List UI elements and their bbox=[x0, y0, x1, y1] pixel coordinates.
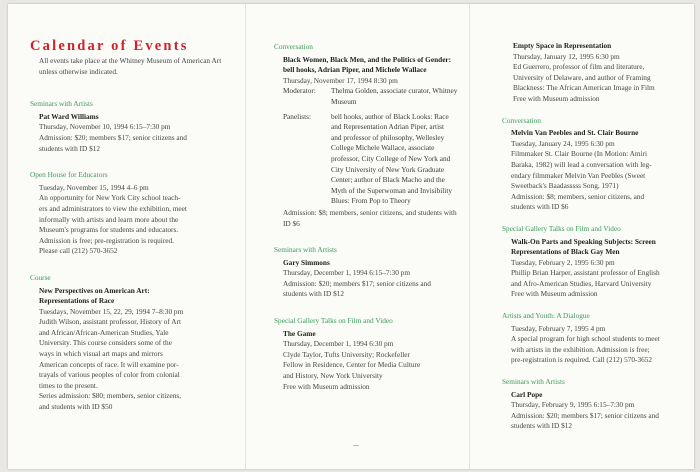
event-title: Walk-On Parts and Speaking Subjects: Screen Representations of Black Gay Men bbox=[511, 236, 656, 257]
column-2 bbox=[274, 42, 464, 392]
event-line: Admission: $8; members, senior citizens, and students with ID $6 bbox=[283, 207, 457, 228]
event-line: pre-registration is required. Call (212) 570-3652 bbox=[511, 355, 653, 365]
event-title: Carl Pope bbox=[511, 389, 543, 399]
event-line: Thursday, December 1, 1994 6:15–7:30 pm bbox=[283, 268, 410, 278]
panelists-row bbox=[283, 112, 464, 207]
section-heading: Special Gallery Talks on Film and Video bbox=[502, 223, 621, 233]
event-line: Blackness: The African American Image in Film bbox=[513, 83, 655, 93]
event-line: trayals of various peoples of color from colonial bbox=[39, 370, 180, 380]
event-line: and students with ID $50 bbox=[39, 402, 113, 412]
event-line: Clyde Taylor, Tufts University; Rockefeller bbox=[283, 349, 410, 359]
event-line: Thursday, February 9, 1995 6:15–7:30 pm bbox=[511, 400, 635, 410]
event-line: Thursday, January 12, 1995 6:30 pm bbox=[513, 51, 620, 61]
event-line: Admission: $8; members, senior citizens, and bbox=[511, 191, 645, 201]
event-line: and African/African-American Studies, Yale bbox=[39, 327, 169, 337]
section-heading: Course bbox=[30, 272, 51, 282]
event bbox=[502, 128, 682, 213]
event-line: Free with Museum admission bbox=[513, 93, 600, 103]
event-line: students with ID $12 bbox=[511, 421, 573, 431]
moderator-row bbox=[283, 86, 464, 107]
event bbox=[30, 183, 230, 257]
event-title: Gary Simmons bbox=[283, 257, 330, 267]
event-line: Free with Museum admission bbox=[511, 289, 598, 299]
event-line: Ed Guerrero, professor of film and literature, bbox=[513, 62, 645, 72]
event-line: Baraka, 1982) will lead a conversation with leg- bbox=[511, 159, 652, 169]
event-line: Fellow in Residence, Center for Media Culture bbox=[283, 360, 421, 370]
event-line: students with ID $6 bbox=[511, 202, 569, 212]
moderator-value: Thelma Golden, associate curator, Whitney Museum bbox=[331, 86, 458, 106]
event-line: University of Delaware, and author of Framing bbox=[513, 72, 651, 82]
event-line: times to the present. bbox=[39, 380, 98, 390]
event bbox=[274, 55, 464, 230]
section-heading: Artists and Youth: A Dialogue bbox=[502, 311, 590, 321]
section-heading: Open House for Educators bbox=[30, 170, 108, 180]
event bbox=[502, 237, 682, 301]
intro-text: All events take place at the Whitney Museum of American Art unless otherwise indicated. bbox=[39, 56, 222, 76]
section-heading: Conversation bbox=[274, 42, 313, 51]
event-title: Pat Ward Williams bbox=[39, 111, 99, 121]
event-line: ways in which visual art maps and mirrors bbox=[39, 349, 163, 359]
column-1 bbox=[30, 38, 230, 413]
event-line: Admission: $20; members $17; senior citizens and bbox=[283, 278, 431, 288]
event bbox=[274, 329, 464, 393]
event-line: endary filmmaker Melvin Van Peebles (Sweet bbox=[511, 170, 646, 180]
page-title: Calendar of Events bbox=[30, 38, 189, 54]
event bbox=[502, 324, 682, 366]
brochure-sheet bbox=[8, 4, 694, 469]
event-title: Empty Space in Representation bbox=[513, 41, 612, 50]
event-line: Series admission: $80; members, senior citizens, bbox=[39, 391, 182, 401]
moderator-label: Moderator: bbox=[283, 86, 316, 96]
event-line: Thursday, November 10, 1994 6:15–7:30 pm bbox=[39, 122, 171, 132]
event-title: Black Women, Black Men, and the Politics of Gender: bell hooks, Adrian Piper, and Michele Wallace bbox=[283, 54, 452, 75]
event bbox=[502, 41, 682, 105]
event-line: Tuesdays, November 15, 22, 29, 1994 7–8:30 pm bbox=[39, 306, 184, 316]
event-line: Admission: $20; members $17; senior citizens and bbox=[39, 132, 187, 142]
event-line: Filmmaker St. Clair Bourne (In Motion: Amiri bbox=[511, 149, 647, 159]
event-line: students with ID $12 bbox=[39, 143, 101, 153]
event bbox=[274, 258, 464, 300]
event-line: Phillip Brian Harper, assistant professor of English bbox=[511, 268, 660, 278]
section-heading: Seminars with Artists bbox=[502, 377, 565, 387]
event-line: Judith Wilson, assistant professor, History of Art bbox=[39, 317, 181, 327]
event bbox=[502, 390, 682, 432]
event-line: Tuesday, February 7, 1995 4 pm bbox=[511, 323, 606, 333]
event-line: Thursday, December 1, 1994 6:30 pm bbox=[283, 339, 394, 349]
event-line: An opportunity for New York City school teach- bbox=[39, 193, 181, 203]
section-heading: Special Gallery Talks on Film and Video bbox=[274, 316, 393, 326]
column-3 bbox=[502, 41, 682, 432]
event-line: Admission is free; pre-registration is required. bbox=[39, 235, 174, 245]
event-line: and Afro-American Studies, Harvard University bbox=[511, 278, 652, 288]
event-line: informally with artists and learn more about the bbox=[39, 214, 179, 224]
fold-line bbox=[245, 4, 246, 469]
panelists-value: bell hooks, author of Black Looks: Race and Representation Adrian Piper, artist and professor of philosophy, Wellesley College Michele Wallace, associate professor, City College of New York and City University of New York Graduate Center; author of Black Macho and the Myth of the Superwoman and Invisibility Blues: From Pop to Theory bbox=[331, 111, 452, 206]
event-line: and History, New York University bbox=[283, 371, 383, 381]
event-line: Tuesday, January 24, 1995 6:30 pm bbox=[511, 138, 615, 148]
event-line: Free with Museum admission bbox=[283, 381, 370, 391]
event-line: Admission: $20; members $17; senior citizens and bbox=[511, 410, 659, 420]
section-heading: Conversation bbox=[502, 115, 541, 125]
event-line: Please call (212) 570-3652 bbox=[39, 246, 118, 256]
event-line: Thursday, November 17, 1994 8:30 pm bbox=[283, 75, 398, 85]
event bbox=[30, 286, 230, 413]
event-title: Melvin Van Peebles and St. Clair Bourne bbox=[511, 128, 639, 138]
event bbox=[30, 112, 230, 154]
fold-mark bbox=[353, 445, 359, 446]
event-line: Tuesday, February 2, 1995 6:30 pm bbox=[511, 257, 615, 267]
panelists-label: Panelists: bbox=[283, 111, 311, 121]
fold-line bbox=[469, 4, 470, 469]
event-line: American concepts of race. It will examine por- bbox=[39, 359, 179, 369]
event-line: Tuesday, November 15, 1994 4–6 pm bbox=[39, 182, 149, 192]
event-line: Museum's programs for students and educators. bbox=[39, 225, 179, 235]
event-title: New Perspectives on American Art: Representations of Race bbox=[39, 285, 150, 306]
section-heading: Seminars with Artists bbox=[274, 245, 337, 255]
event-line: students with ID $12 bbox=[283, 289, 345, 299]
event-line: with artists in the exhibition. Admission is free; bbox=[511, 344, 650, 354]
event-line: University. This course considers some of the bbox=[39, 338, 172, 348]
event-line: ers and administrators to view the exhibition, meet bbox=[39, 203, 187, 213]
event-line: Sweetback's Baadasssss Song, 1971) bbox=[511, 181, 619, 191]
event-title: The Game bbox=[283, 328, 316, 338]
event-line: A special program for high school students to meet bbox=[511, 334, 660, 344]
section-heading: Seminars with Artists bbox=[30, 99, 93, 109]
